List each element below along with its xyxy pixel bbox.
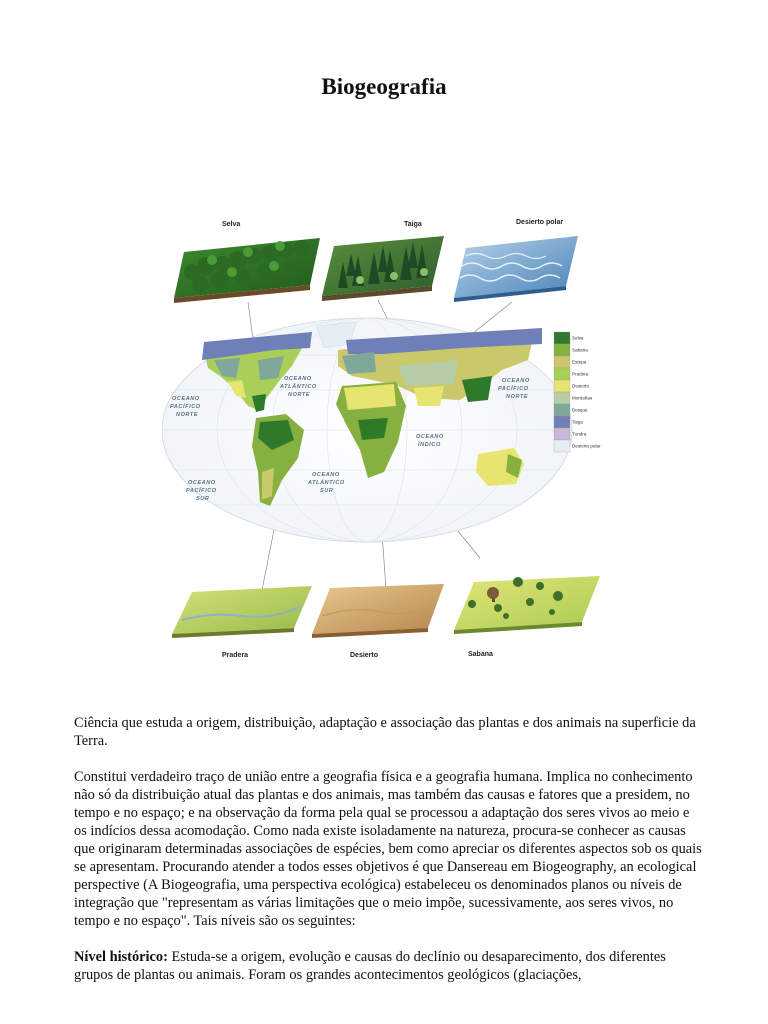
ocean-pac-sur-3: SUR [196, 496, 210, 502]
ocean-pac-norte-e-2: PACÍFICO [498, 386, 529, 392]
ocean-atl-norte-2: ATLÂNTICO [280, 384, 317, 390]
tile-sabana [454, 576, 600, 634]
paragraph-3-text: Estuda-se a origem, evolução e causas do declínio ou desaparecimento, dos diferentes grupos de plantas ou animais. Foram os grandes acontecimentos geológicos (glaciações, [74, 949, 666, 983]
legend-item [554, 440, 601, 452]
label-sabana: Sabana [468, 651, 493, 658]
biome-world-map-figure [162, 210, 612, 660]
legend-label: Bosque [572, 407, 588, 413]
map-legend [554, 332, 601, 452]
legend-swatch [554, 380, 570, 392]
legend-item [554, 332, 584, 344]
label-taiga: Taiga [404, 221, 422, 228]
legend-swatch [554, 344, 570, 356]
tile-taiga [322, 236, 444, 301]
legend-item [554, 356, 587, 368]
nivel-historico-label: Nível histórico: [74, 949, 168, 965]
ocean-pac-sur-2: PACÍFICO [186, 488, 217, 494]
ocean-pac-norte-2: PACÍFICO [170, 404, 201, 410]
legend-swatch [554, 356, 570, 368]
legend-swatch [554, 440, 570, 452]
ocean-pac-norte-1: OCEANO [172, 396, 200, 402]
legend-swatch [554, 428, 570, 440]
ocean-atl-norte-1: OCEANO [284, 376, 312, 382]
paragraph-1: Ciência que estuda a origem, distribuição, adaptação e associação das plantas e dos animais na superficie da Terra. [74, 715, 696, 749]
label-selva: Selva [222, 221, 241, 228]
ocean-atl-sur-2: ATLÁNTICO [308, 480, 345, 486]
ocean-indico-1: OCEANO [416, 434, 444, 440]
tile-pradera [172, 586, 312, 638]
ocean-pac-norte-e-1: OCEANO [502, 378, 530, 384]
legend-item [554, 380, 590, 392]
label-pradera: Pradera [222, 652, 249, 659]
legend-label: Sabana [572, 347, 588, 353]
legend-label: Estepa [572, 359, 587, 365]
legend-swatch [554, 392, 570, 404]
legend-item [554, 368, 589, 380]
paragraph-2: Constitui verdadeiro traço de união entre a geografia física e a geografia humana. Implica no conhecimento não só da distribuição atual das plantas e dos animais, mas também das causas e fatores que a presidem, no tempo e no espaço; e na observação da forma pela qual se processou a adaptação dos seres vivos ao meio e os indícios dessa acomodação. Como nada existe isoladamente na natureza, procura-se conhecer as causas que originaram determinadas associações de espécies, bem como apreciar os diferentes aspectos sob os quais se apresentam. Procurando atender a todos esses objetivos é que Dansereau em Biogeography, an ecological perspective (A Biogeografia, uma perspectiva ecológica) estabeleceu os denominados planos ou níveis de integração que "representam as várias limitações que o meio impõe, sucessivamente, aos seres vivos, no tempo e no espaço". Tais níveis são os seguintes: [74, 769, 702, 929]
legend-label: Taiga [572, 419, 583, 425]
ocean-atl-norte-3: NORTE [288, 392, 311, 398]
page-title: Biogeografia [321, 74, 447, 99]
legend-item [554, 344, 588, 356]
legend-swatch [554, 332, 570, 344]
ocean-pac-norte-e-3: NORTE [506, 394, 529, 400]
legend-swatch [554, 368, 570, 380]
legend-label: Desierto [572, 383, 590, 389]
legend-label: Tundra [572, 431, 587, 437]
article-body [74, 714, 704, 1002]
legend-label: Selva [572, 335, 584, 341]
tile-desierto-polar [454, 236, 578, 302]
ocean-indico-2: ÍNDICO [418, 442, 441, 448]
world-map [162, 318, 572, 542]
tile-selva [174, 238, 320, 303]
legend-label: Montañas [572, 395, 593, 401]
ocean-pac-norte-3: NORTE [176, 412, 199, 418]
paragraph-3 [74, 948, 704, 984]
ocean-pac-sur-1: OCEANO [188, 480, 216, 486]
tile-desierto [312, 584, 444, 638]
ocean-atl-sur-3: SUR [320, 488, 334, 494]
ocean-atl-sur-1: OCEANO [312, 472, 340, 478]
label-desierto-polar: Desierto polar [516, 219, 564, 226]
legend-label: Pradera [572, 371, 589, 377]
label-desierto: Desierto [350, 652, 379, 659]
legend-swatch [554, 416, 570, 428]
legend-item [554, 404, 588, 416]
legend-swatch [554, 404, 570, 416]
legend-item [554, 416, 583, 428]
legend-label: Desierto polar [572, 443, 601, 449]
legend-item [554, 392, 593, 404]
